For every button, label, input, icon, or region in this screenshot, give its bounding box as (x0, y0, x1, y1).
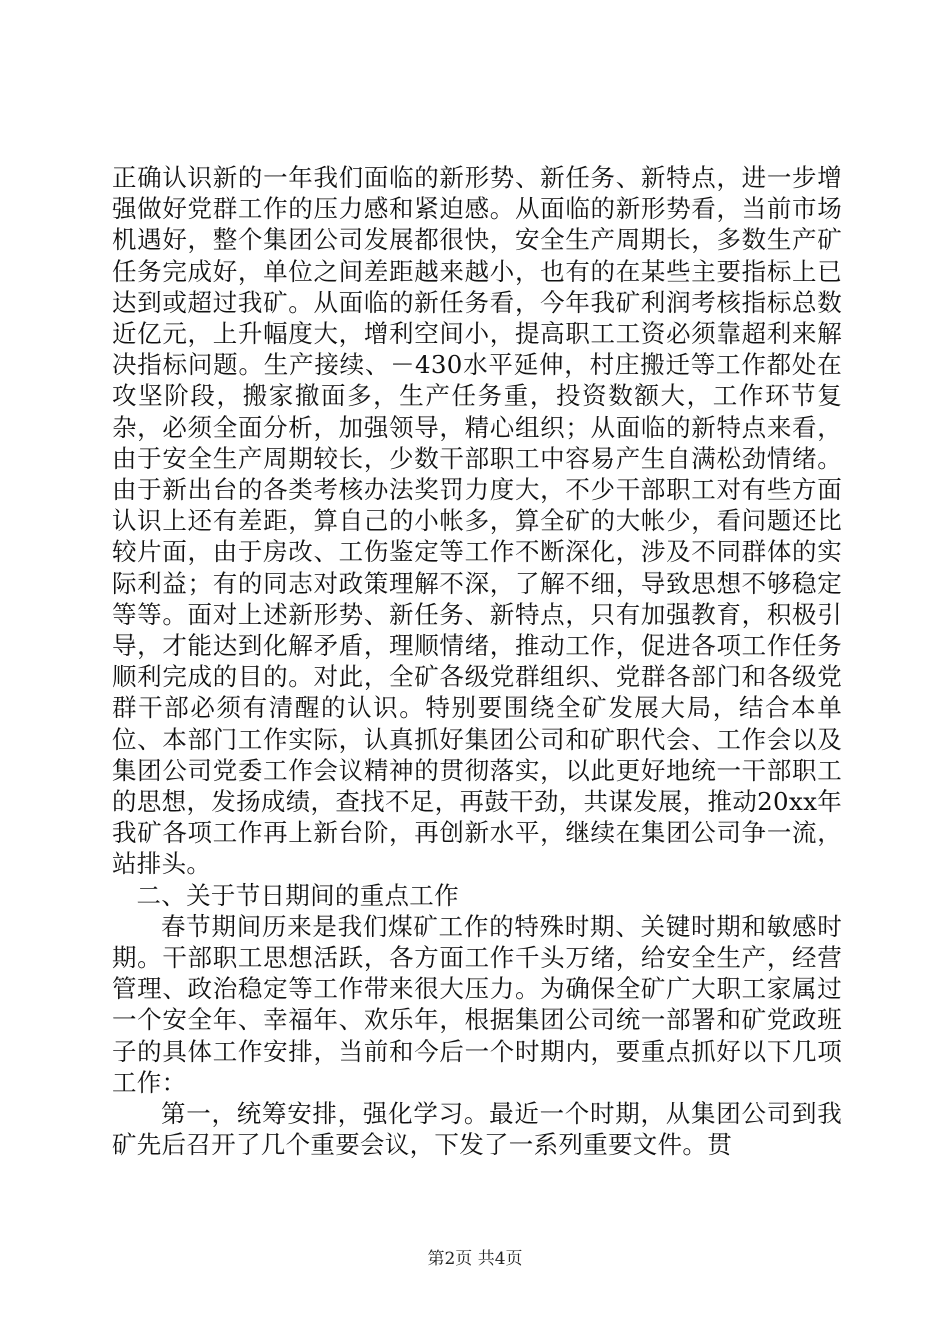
paragraph-situation: 正确认识新的一年我们面临的新形势、新任务、新特点，进一步增强做好党群工作的压力感和紧迫感。从面临的新形势看，当前市场机遇好，整个集团公司发展都很快，安全生产周期长，多数生产矿任务完成好，单位之间差距越来越小，也有的在某些主要指标上已达到或超过我矿。从面临的新任务看，今年我矿利润考核指标总数近亿元，上升幅度大，增利空间小，提高职工工资必须靠超利来解决指标问题。生产接续、－430水平延伸，村庄搬迁等工作都处在攻坚阶段，搬家撤面多，生产任务重，投资数额大，工作环节复杂，必须全面分析，加强领导，精心组织；从面临的新特点来看，由于安全生产周期较长，少数干部职工中容易产生自满松劲情绪。由于新出台的各类考核办法奖罚力度大，不少干部职工对有些方面认识上还有差距，算自己的小帐多，算全矿的大帐少，看问题还比较片面，由于房改、工伤鉴定等工作不断深化，涉及不同群体的实际利益；有的同志对政策理解不深，了解不细，导致思想不够稳定等等。面对上述新形势、新任务、新特点，只有加强教育，积极引导，才能达到化解矛盾，理顺情绪，推动工作，促进各项工作任务顺利完成的目的。对此，全矿各级党群组织、党群各部门和各级党群干部必须有清醒的认识。特别要围绕全矿发展大局，结合本单位、本部门工作实际，认真抓好集团公司和矿职代会、工作会以及集团公司党委工作会议精神的贯彻落实，以此更好地统一干部职工的思想，发扬成绩，查找不足，再鼓干劲，共谋发展，推动20xx年我矿各项工作再上新台阶，再创新水平，继续在集团公司争一流，站排头。 (112, 163, 842, 879)
document-body (112, 162, 842, 1161)
paragraph-spring-festival: 春节期间历来是我们煤矿工作的特殊时期、关键时期和敏感时期。干部职工思想活跃，各方面工作千头万绪，给安全生产，经营管理、政治稳定等工作带来很大压力。为确保全矿广大职工家属过一个安全年、幸福年、欢乐年，根据集团公司统一部署和矿党政班子的具体工作安排，当前和今后一个时期内，要重点抓好以下几项工作： (112, 911, 842, 1097)
section-heading-holiday-work: 二、关于节日期间的重点工作 (136, 880, 459, 910)
page-number-footer: 第2页 共4页 (427, 1249, 523, 1269)
paragraph-first-item: 第一，统筹安排，强化学习。最近一个时期，从集团公司到我矿先后召开了几个重要会议，下发了一系列重要文件。贯 (112, 1099, 842, 1160)
